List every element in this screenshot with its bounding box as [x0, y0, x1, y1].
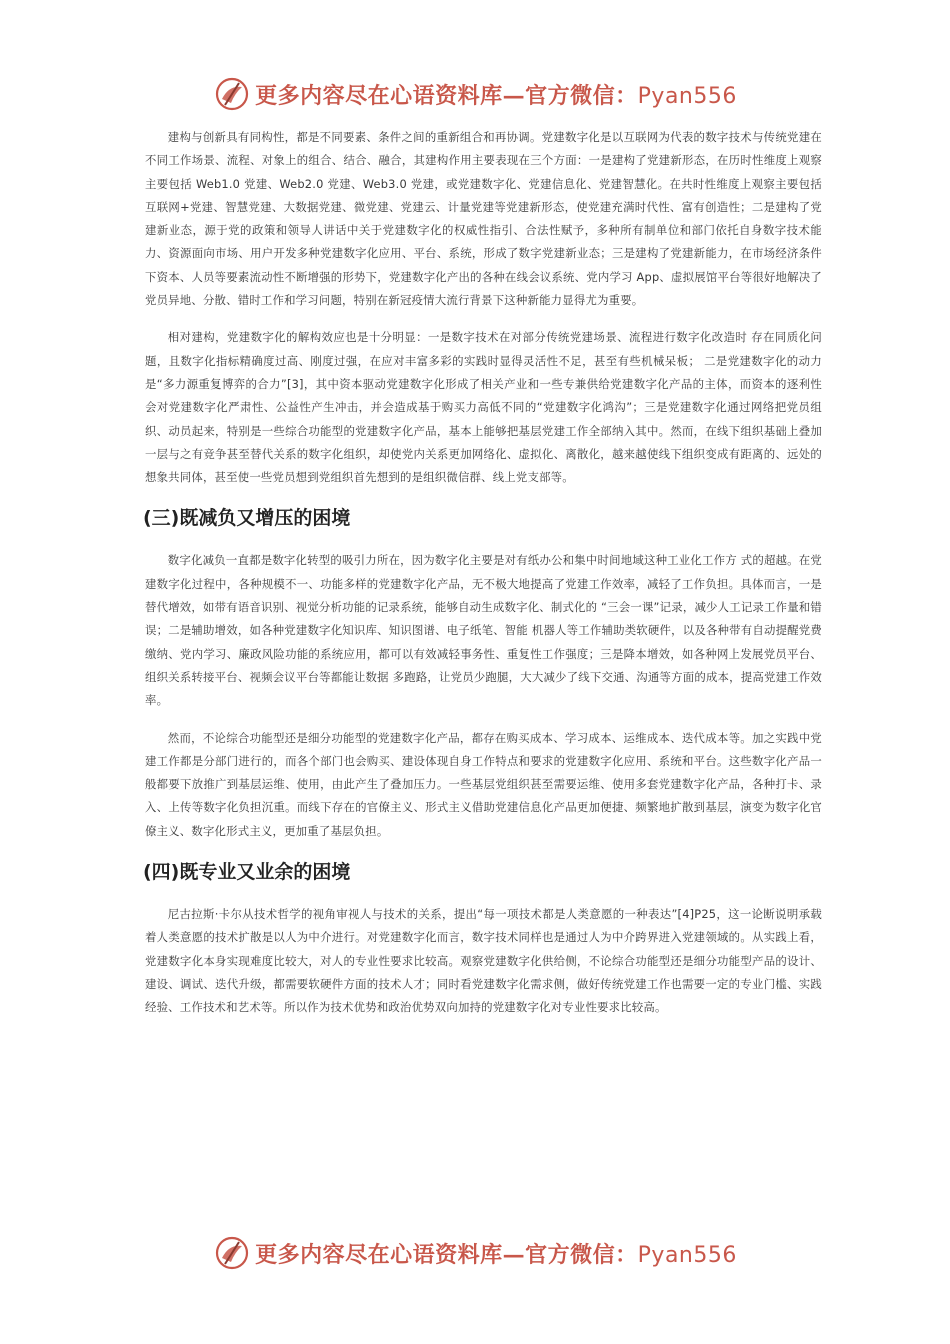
header-banner [0, 72, 950, 116]
footer-brand: Pyan556 [637, 1242, 737, 1268]
paragraph: 数字化减负一直都是数字化转型的吸引力所在，因为数字化主要是对有纸办公和集中时间地域这种工业化工作方 式的超越。在党建数字化过程中，各种规模不一、功能多样的党建数字化产品，无不极大地提高了党建工作效率，减轻了工作负担。具体而言，一是替代增效，如带有语音识别、视觉分析功能的记录系统，能够自动生成数字化、制式化的 “三会一课”记录，减少人工记录工作量和错误；二是辅助增效，如各种党建数字化知识库、知识图谱、电子纸笔、智能 机器人等工作辅助类软硬件，以及各种带有自动提醒党费缴纳、党内学习、廉政风险功能的系统应用，都可以有效减轻事务性、重复性工作强度；三是降本增效，如各种网上发展党员平台、组织关系转接平台、视频会议平台等都能让数据 多跑路，让党员少跑腿，大大减少了线下交通、沟通等方面的成本，提高党建工作效率。 [145, 553, 822, 708]
logo-icon [213, 75, 251, 113]
footer-separator: — [502, 1241, 526, 1268]
header-brand: Pyan556 [637, 83, 737, 109]
paragraph: 尼古拉斯·卡尔从技术哲学的视角审视人与技术的关系，提出“每一项技术都是人类意愿的一种表达”[4]P25，这一论断说明承载着人类意愿的技术扩散是以人为中介进行。对党建数字化而言，数字技术同样也是通过人为中介跨界进入党建领域的。从实践上看，党建数字化本身实现难度比较大，对人的专业性要求比较高。观察党建数字化供给侧，不论综合功能型还是细分功能型产品的设计、建设、调试、迭代升级，都需要软硬件方面的技术人才；同时看党建数字化需求侧，做好传统党建工作也需要一定的专业门槛、实践经验、工作技术和艺术等。所以作为技术优势和政治优势双向加持的党建数字化对专业性要求比较高。 [145, 907, 822, 1015]
paragraph: 然而，不论综合功能型还是细分功能型的党建数字化产品，都存在购买成本、学习成本、运维成本、迭代成本等。加之实践中党建工作都是分部门进行的，而各个部门也会购买、建设体现自身工作特点和要求的党建数字化应用、系统和平台。这些数字化产品一般都要下放推广到基层运维、使用，由此产生了叠加压力。一些基层党组织甚至需要运维、使用多套党建数字化产品，各种打卡、录入、上传等数字化负担沉重。而线下存在的官僚主义、形式主义借助党建信息化产品更加便捷、频繁地扩散到基层，演变为数字化官僚主义、数字化形式主义，更加重了基层负担。 [145, 730, 822, 838]
footer-wechat-label: 官方微信： [525, 1241, 638, 1268]
section-heading: (四)既专业又业余的困境 [143, 861, 351, 884]
section-heading: (三)既减负又增压的困境 [143, 507, 351, 530]
document-body [145, 126, 822, 1034]
header-separator: — [502, 82, 526, 109]
header-wechat-label: 官方微信： [525, 82, 638, 109]
header-text [255, 79, 737, 110]
footer-banner [0, 1231, 950, 1275]
header-slogan: 更多内容尽在心语资料库 [255, 82, 503, 109]
paragraph: 相对建构，党建数字化的解构效应也是十分明显：一是数字技术在对部分传统党建场景、流程进行数字化改造时 存在同质化问题，且数字化指标精确度过高、刚度过强，在应对丰富多彩的实践时显得灵活性不足，甚至有些机械呆板； 二是党建数字化的动力是“多力源重复博弈的合力”[3]，其中资本驱动党建数字化形成了相关产业和一些专兼供给党建数字化产品的主体，而资本的逐利性会对党建数字化严肃性、公益性产生冲击，并会造成基于购买力高低不同的“党建数字化鸿沟”；三是党建数字化通过网络把党员组织、动员起来，特别是一些综合功能型的党建数字化产品，基本上能够把基层党建工作全部纳入其中。然而，在线下组织基础上叠加一层与之有竞争甚至替代关系的数字化组织，却使党内关系更加网络化、虚拟化、离散化，越来越使线下组织变成有距离的、远处的想象共同体，甚至使一些党员想到党组织首先想到的是组织微信群、线上党支部等。 [145, 330, 822, 485]
paragraph: 建构与创新具有同构性，都是不同要素、条件之间的重新组合和再协调。党建数字化是以互联网为代表的数字技术与传统党建在不同工作场景、流程、对象上的组合、结合、融合，其建构作用主要表现在三个方面：一是建构了党建新形态，在历时性维度上观察主要包括 Web1.0 党建、Web2.0 党建、Web3.0 党建，或党建数字化、党建信息化、党建智慧化。在共时性维度上观察主要包括互联网+党建、智慧党建、大数据党建、微党建、党建云、计量党建等党建新形态，使党建充满时代性、富有创造性；二是建构了党建新业态，源于党的政策和领导人讲话中关于党建数字化的权威性指引、合法性赋予，多种所有制单位和部门依托自身数字技术能力、资源面向市场、用户开发多种党建数字化应用、平台、系统，形成了数字党建新业态；三是建构了党建新能力，在市场经济条件下资本、人员等要素流动性不断增强的形势下，党建数字化产出的各种在线会议系统、党内学习 App、虚拟展馆平台等很好地解决了党员异地、分散、错时工作和学习问题，特别在新冠疫情大流行背景下这种新能力显得尤为重要。 [145, 130, 822, 308]
footer-slogan: 更多内容尽在心语资料库 [255, 1241, 503, 1268]
footer-text [255, 1238, 737, 1269]
logo-icon [213, 1234, 251, 1272]
